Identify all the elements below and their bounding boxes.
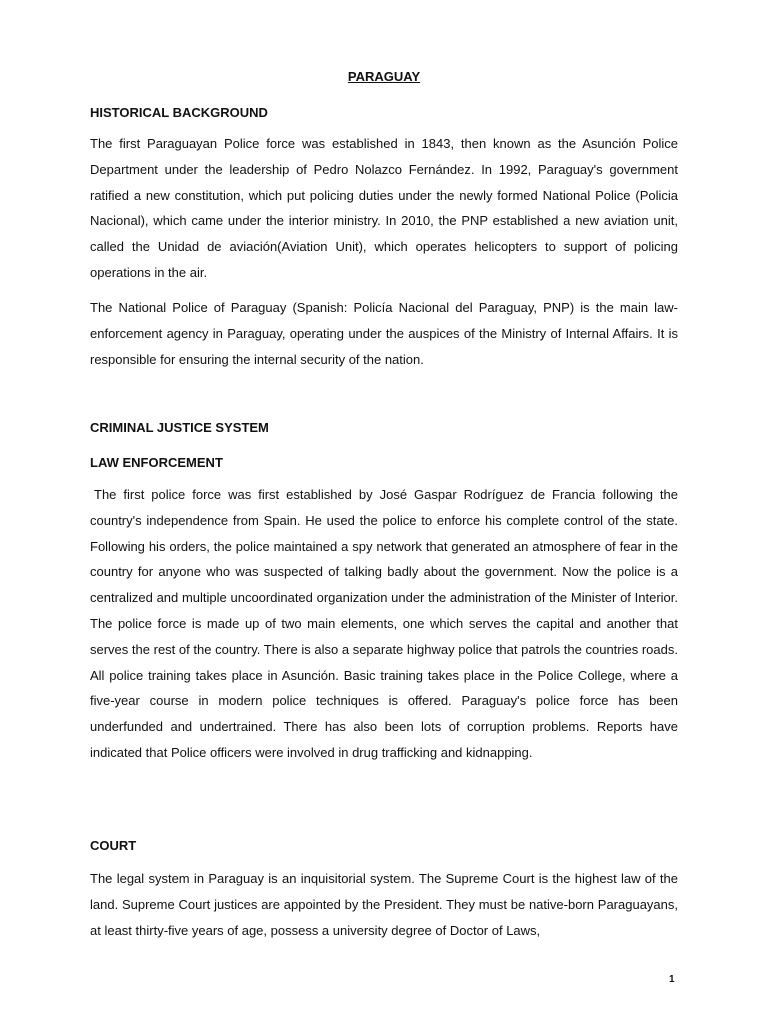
heading-law-enforcement: LAW ENFORCEMENT [90, 455, 223, 470]
page-number: 1 [669, 974, 675, 985]
paragraph-historical-2: The National Police of Paraguay (Spanish: Policía Nacional del Paraguay, PNP) is the main law-enforcement agency in Paraguay, operating under the auspices of the Ministry of Internal Affairs. It is responsible for ensuring the internal security of the nation. [90, 300, 678, 367]
page-title: PARAGUAY [347, 69, 421, 84]
heading-historical-background: HISTORICAL BACKGROUND [90, 105, 268, 120]
paragraph-law-enforcement: The first police force was first established by José Gaspar Rodríguez de Francia following the country's independence from Spain. He used the police to enforce his complete control of the state. Following his orders, the police maintained a spy network that generated an atmosphere of fear in the country for anyone who was suspected of talking badly about the government. Now the police is a centralized and multiple uncoordinated organization under the administration of the Minister of Interior. The police force is made up of two main elements, one which serves the capital and another that serves the rest of the country. There is also a separate highway police that patrols the countries roads. All police training takes place in Asunción. Basic training takes place in the Police College, where a five-year course in modern police techniques is offered. Paraguay's police force has been underfunded and undertrained. There has also been lots of corruption problems. Reports have indicated that Police officers were involved in drug trafficking and kidnapping. [90, 487, 678, 760]
paragraph-historical-1: The first Paraguayan Police force was established in 1843, then known as the Asunción Police Department under the leadership of Pedro Nolazco Fernández. In 1992, Paraguay's government ratified a new constitution, which put policing duties under the newly formed National Police (Policia Nacional), which came under the interior ministry. In 2010, the PNP established a new aviation unit, called the Unidad de aviación(Aviation Unit), which operates helicopters to support of policing operations in the air. [90, 136, 678, 280]
heading-criminal-justice-system: CRIMINAL JUSTICE SYSTEM [90, 420, 269, 435]
paragraph-court: The legal system in Paraguay is an inquisitorial system. The Supreme Court is the highest law of the land. Supreme Court justices are appointed by the President. They must be native-born Paraguayans, at least thirty-five years of age, possess a university degree of Doctor of Laws, [90, 871, 678, 938]
heading-court: COURT [90, 838, 137, 853]
